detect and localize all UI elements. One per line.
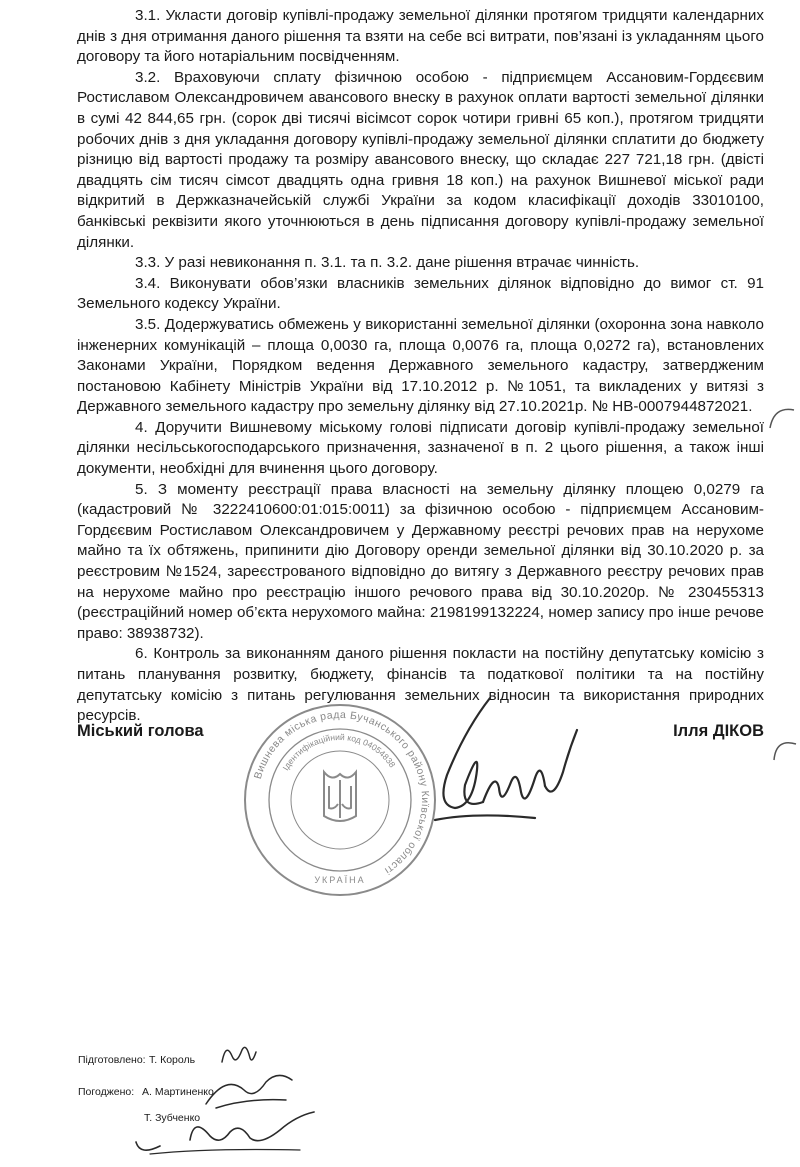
- seal-bottom-text: УКРАЇНА: [314, 875, 366, 885]
- paragraph-3-5: 3.5. Додержуватись обмежень у використанні земельної ділянки (охоронна зона навколо інженерних комунікацій – площа 0,0030 га, площа 0,0076 га, площа 0,0272 га), встановлених Законами України, Порядком ведення Державного земельного кадастру, затвердженим постановою Кабінету Міністрів України від 17.10.2012 р. №1051, та викладених у витязі з Державного земельного кадастру про земельну ділянку від 27.10.2021р. № НВ-0007944872021.: [77, 315, 764, 416]
- prepared-name: Т. Король: [149, 1054, 196, 1066]
- paragraph-3-2: 3.2. Враховуючи сплату фізичною особою - підприємцем Ассановим-Гордєєвим Ростиславом Олександровичем авансового внеску в рахунок оплати вартості земельної ділянки в сумі 42 844,65 грн. (сорок дві тисячі вісімсот сорок чотири гривні 65 коп.), протягом тридцяти робочих днів з дня укладання договору купівлі-продажу земельної ділянки сплатити до бюджету різницю від вартості продажу та розміру авансового внеску, що складає 227 721,18 грн. (двісті двадцять сім тисяч сімсот двадцять одна гривня 18 коп.) на рахунок Вишневої міської ради відкритий в Держказначейській службі України за кодом класифікації доходів 33010100, банківські реквізити якого уточнюються в день підписання договору купівлі-продажу земельної ділянки.: [77, 68, 764, 251]
- paragraph-4: 4. Доручити Вишневому міському голові підписати договір купівлі-продажу земельної ділянки несільськогосподарського призначення, зазначеної в п. 2 цього рішення, а також інші документи, необхідні для вчинення цього договору.: [77, 418, 764, 478]
- prepared-signature: [218, 1038, 258, 1070]
- paragraph-3-4: 3.4. Виконувати обов’язки власників земельних ділянок відповідно до вимог ст. 91 Земельного кодексу України.: [77, 274, 764, 313]
- paragraph-6: 6. Контроль за виконанням даного рішення покласти на постійну депутатську комісію з питань планування розвитку, бюджету, фінансів та податкової політики та на постійну депутатську комісію з питань регулювання земельних відносин та використання природних ресурсів.: [77, 645, 764, 725]
- prepared-label: Підготовлено:: [78, 1054, 146, 1066]
- agreed-name-1: А. Мартиненко: [142, 1086, 214, 1098]
- seal-outer-text: Вишнева міська рада Бучанського району Київської області: [251, 708, 432, 877]
- punch-hole-mark-icon-2: [770, 730, 798, 770]
- paragraph-3-3: 3.3. У разі невиконання п. 3.1. та п. 3.2. дане рішення втрачає чинність.: [135, 254, 640, 272]
- approval-footer: [78, 1050, 498, 1160]
- signature-block: [77, 722, 764, 746]
- seal-inner-text: Ідентифікаційний код 04054838: [280, 731, 398, 773]
- paragraph-3-1: 3.1. Укласти договір купівлі-продажу земельної ділянки протягом тридцяти календарних днів з дня отримання даного рішення та взяти на себе всі витрати, пов’язані із укладанням цього договору та його нотаріальним посвідченням.: [77, 7, 764, 66]
- mayor-name: Ілля ДІКОВ: [673, 722, 764, 740]
- mayor-signature: [395, 690, 585, 860]
- agreed-signature-2: [130, 1106, 320, 1160]
- coat-of-arms-icon: [324, 772, 356, 821]
- agreed-name-2: Т. Зубченко: [144, 1112, 201, 1124]
- punch-hole-mark-icon: [760, 398, 798, 438]
- resolution-body: [77, 6, 764, 727]
- agreed-label: Погоджено:: [78, 1086, 135, 1098]
- paragraph-5: 5. З моменту реєстрації права власності на земельну ділянку площею 0,0279 га (кадастровий № 3222410600:01:015:0011) за фізичною особою - підприємцем Ассановим-Гордєєвим Ростиславом Олександровичем у Державному реєстрі речових прав на нерухоме майно та їх обтяжень, припинити дію Договору оренди земельної ділянки від 30.10.2020 р. за реєстровим №1524, зареєстрованого відповідно до витягу з Державного реєстру речових прав на нерухоме майно про реєстрацію іншого речового права від 30.10.2020р. № 230455313 (реєстраційний номер об’єкта нерухомого майна: 2198199132224, номер запису про інше речове право: 38938732).: [77, 480, 764, 642]
- mayor-title: Міський голова: [77, 722, 204, 740]
